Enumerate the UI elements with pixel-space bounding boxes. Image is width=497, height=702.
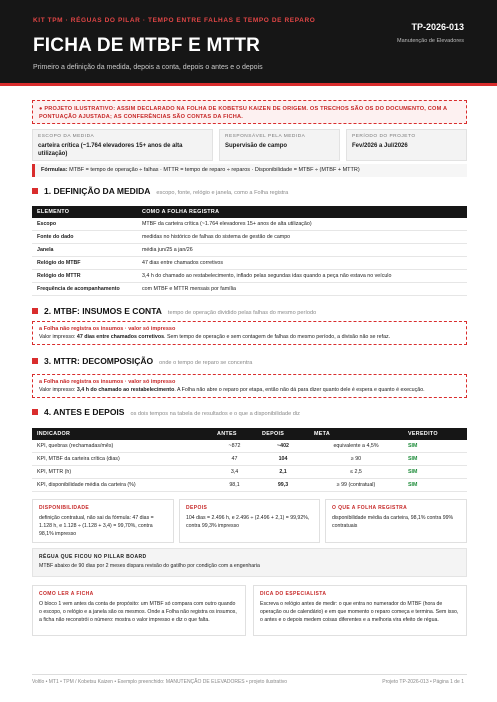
- table-cell: 2,1: [257, 466, 309, 479]
- footer-right: Projeto TP-2026-013 • Página 1 de 1: [382, 679, 464, 685]
- table-cell: com MTBF e MTTR mensais por família: [137, 283, 467, 296]
- formulas-bar: [32, 164, 467, 177]
- table-cell: medidas no histórico de falhas do sistema de gestão de campo: [137, 231, 467, 244]
- definition-table: [32, 206, 467, 296]
- table-header: INDICADOR: [32, 428, 212, 440]
- table-row: [32, 231, 467, 244]
- header-kicker: KIT TPM · RÉGUAS DO PILAR · TEMPO ENTRE FALHAS E TEMPO DE REPARO: [33, 17, 316, 24]
- formulas-text: MTBF = tempo de operação ÷ falhas · MTTR = tempo de reparo ÷ reparos · Disponibilidade = MTBF ÷ (MTBF + MTTR): [69, 167, 360, 173]
- section-1-heading: [32, 186, 288, 196]
- mtbf-box-body: [39, 334, 460, 340]
- table-row: [32, 479, 467, 492]
- section-marker-icon: [32, 409, 38, 415]
- info-period: [346, 129, 467, 161]
- mttr-inputs-box: [32, 374, 467, 398]
- table-row: [32, 453, 467, 466]
- after-card-body: 104 dias = 2.496 h, e 2.496 ÷ (2.496 + 2,1) = 99,92%, contra 99,3% impresso: [186, 515, 310, 529]
- registry-card-body: disponibilidade média da carteira, 98,1% contra 99% contratuais: [332, 515, 454, 529]
- table-header: ANTES: [212, 428, 257, 440]
- table-cell: Escopo: [32, 218, 137, 231]
- table-cell: 47 dias entre chamados corretivos: [137, 257, 467, 270]
- table-row: [32, 244, 467, 257]
- table-row: [32, 466, 467, 479]
- verdict-badge: SIM: [403, 453, 467, 466]
- page-subtitle: Primeiro a definição da medida, depois a conta, depois o antes e o depois: [33, 64, 263, 71]
- table-cell: KPI, MTTR (h): [32, 466, 212, 479]
- expert-tip-card: [253, 585, 467, 636]
- table-cell: KPI, MTBF da carteira crítica (dias): [32, 453, 212, 466]
- formulas-label: Fórmulas:: [41, 167, 68, 173]
- info-scope-label: ESCOPO DA MEDIDA: [38, 134, 95, 139]
- rule-card-title: RÉGUA QUE FICOU NO PILLAR BOARD: [39, 554, 147, 560]
- section-2-heading: [32, 306, 316, 316]
- info-period-value: Fev/2026 a Jul/2026: [352, 143, 408, 149]
- section-4-title: 4. ANTES E DEPOIS: [44, 407, 125, 417]
- table-cell: Relógio do MTBF: [32, 257, 137, 270]
- after-card: [179, 499, 320, 543]
- expert-tip-title: DICA DO ESPECIALISTA: [260, 591, 327, 597]
- table-header: ELEMENTO: [32, 206, 137, 218]
- footer-left: Voltlo • MT1 • TPM / Kobetsu Kaizen • Exemplo preenchido: MANUTENÇÃO DE ELEVADORES • projeto ilustrativo: [32, 679, 287, 685]
- info-scope-value: carteira crítica (~1.764 elevadores 15+ anos de alta utilização): [38, 143, 183, 158]
- section-marker-icon: [32, 308, 38, 314]
- how-to-read-card: [32, 585, 246, 636]
- section-4-heading: [32, 407, 300, 417]
- rule-card-body: MTBF abaixo de 90 dias por 2 meses dispara revisão do gatilho por condição com a engenharia: [39, 563, 260, 569]
- mttr-box-heading: a Folha não registra os insumos · valor só impresso: [39, 379, 176, 385]
- table-header: DEPOIS: [257, 428, 309, 440]
- section-2-title: 2. MTBF: INSUMOS E CONTA: [44, 306, 162, 316]
- table-header: META: [309, 428, 403, 440]
- table-cell: Frequência de acompanhamento: [32, 283, 137, 296]
- table-row: [32, 440, 467, 453]
- registry-card-title: O QUE A FOLHA REGISTRA: [332, 505, 408, 511]
- table-cell: média jun/25 a jan/26: [137, 244, 467, 257]
- mtbf-box-value: 47 dias entre chamados corretivos: [76, 334, 165, 340]
- section-3-heading: [32, 356, 252, 366]
- mtbf-box-prefix: Valor impresso:: [39, 334, 77, 340]
- registry-card: [325, 499, 467, 543]
- table-cell: MTBF da carteira crítica (~1.764 elevadores 15+ anos de alta utilização): [137, 218, 467, 231]
- footer-divider: [32, 674, 467, 675]
- how-to-read-title: COMO LER A FICHA: [39, 591, 94, 597]
- table-row: [32, 218, 467, 231]
- section-3-title: 3. MTTR: DECOMPOSIÇÃO: [44, 356, 154, 366]
- mtbf-box-heading: a Folha não registra os insumos · valor só impresso: [39, 326, 176, 332]
- info-owner-label: RESPONSÁVEL PELA MEDIDA: [225, 134, 306, 139]
- table-cell: ~402: [257, 440, 309, 453]
- table-row: [32, 270, 467, 283]
- mtbf-inputs-box: [32, 321, 467, 345]
- mtbf-box-suffix: . Sem tempo de operação e sem contagem de falhas do mesmo período, a divisão não se refaz.: [164, 334, 391, 340]
- section-marker-icon: [32, 358, 38, 364]
- table-cell: Fonte do dado: [32, 231, 137, 244]
- after-card-title: DEPOIS: [186, 505, 208, 511]
- mttr-box-suffix: . A Folha não abre o reparo por etapa, então não dá para dizer quanto dele é espera e quanto é execução.: [174, 387, 425, 393]
- info-period-label: PERÍODO DO PROJETO: [352, 134, 416, 139]
- section-2-subtitle: tempo de operação dividido pelas falhas do mesmo período: [167, 310, 317, 316]
- table-cell: 3,4: [212, 466, 257, 479]
- section-1-subtitle: escopo, fonte, relógio e janela, como a Folha registra: [156, 190, 289, 196]
- table-cell: 104: [257, 453, 309, 466]
- table-cell: 47: [212, 453, 257, 466]
- table-cell: ≥ 90: [309, 453, 403, 466]
- section-3-subtitle: onde o tempo de reparo se concentra: [159, 360, 253, 366]
- how-to-read-body: O bloco 1 vem antes da conta de propósito: um MTBF só compara com outro quando o escopo, o relógio e a janela são os mesmos. Onde a Folha não registra os insumos, a ficha não reconstrói o número: mostra o valor impresso e diz o que falta.: [39, 601, 237, 623]
- mttr-box-prefix: Valor impresso:: [39, 387, 77, 393]
- table-cell: equivalente a 4,5%: [309, 440, 403, 453]
- table-cell: 3,4 h do chamado ao restabelecimento, inflado pelas segundas idas quando a peça não estava no veículo: [137, 270, 467, 283]
- table-row: [32, 283, 467, 296]
- verdict-badge: SIM: [403, 479, 467, 492]
- section-4-subtitle: os dois tempos na tabela de resultados e o que a disponibilidade diz: [130, 411, 300, 417]
- section-1-title: 1. DEFINIÇÃO DA MEDIDA: [44, 186, 151, 196]
- table-cell: 98,1: [212, 479, 257, 492]
- expert-tip-body: Escreva o relógio antes de medir: o que entra no numerador do MTBF (hora de operação ou de calendário) e em que momento o reparo começa e termina. Sem isso, o antes e o depois medem coisas diferentes e a melhoria vira efeito de régua.: [260, 601, 459, 623]
- table-cell: KPI, disponibilidade média da carteira (%): [32, 479, 212, 492]
- table-header: VEREDITO: [403, 428, 467, 440]
- table-cell: KPI, quebras (rechamadas/mês): [32, 440, 212, 453]
- info-owner-value: Supervisão de campo: [225, 143, 288, 149]
- table-cell: Janela: [32, 244, 137, 257]
- table-row: [32, 257, 467, 270]
- table-cell: ~872: [212, 440, 257, 453]
- mttr-box-body: [39, 387, 460, 393]
- availability-card: [32, 499, 174, 543]
- mttr-box-value: 3,4 h do chamado ao restabelecimento: [76, 387, 175, 393]
- illustrative-notice: ● PROJETO ILUSTRATIVO: ASSIM DECLARADO NA FOLHA DE KOBETSU KAIZEN DE ORIGEM. OS TRECHOS SÃO OS DO DOCUMENTO, COM A PONTUAÇÃO AJUSTADA; AS CONFERÊNCIAS SÃO CONTAS DA FICHA.: [32, 100, 467, 124]
- results-table: [32, 428, 467, 492]
- verdict-badge: SIM: [403, 466, 467, 479]
- page-header: [0, 0, 497, 86]
- info-owner: [219, 129, 340, 161]
- document-id: TP-2026-013: [411, 22, 464, 32]
- table-cell: ≥ 99 (contratual): [309, 479, 403, 492]
- table-cell: 99,3: [257, 479, 309, 492]
- table-cell: ≤ 2,5: [309, 466, 403, 479]
- verdict-badge: SIM: [403, 440, 467, 453]
- table-cell: Relógio do MTTR: [32, 270, 137, 283]
- pillar-board-rule-card: [32, 548, 467, 577]
- info-scope: [32, 129, 213, 161]
- section-marker-icon: [32, 188, 38, 194]
- page-title: FICHA DE MTBF E MTTR: [33, 35, 261, 56]
- table-header: COMO A FOLHA REGISTRA: [137, 206, 467, 218]
- availability-card-body: definição contratual, não sai da fórmula: 47 dias = 1.128 h, e 1.128 ÷ (1.128 + 3,4) = 99,70%, contra 98,1% impresso: [39, 515, 154, 537]
- availability-card-title: DISPONIBILIDADE: [39, 505, 90, 511]
- document-org: Manutenção de Elevadores: [397, 38, 464, 44]
